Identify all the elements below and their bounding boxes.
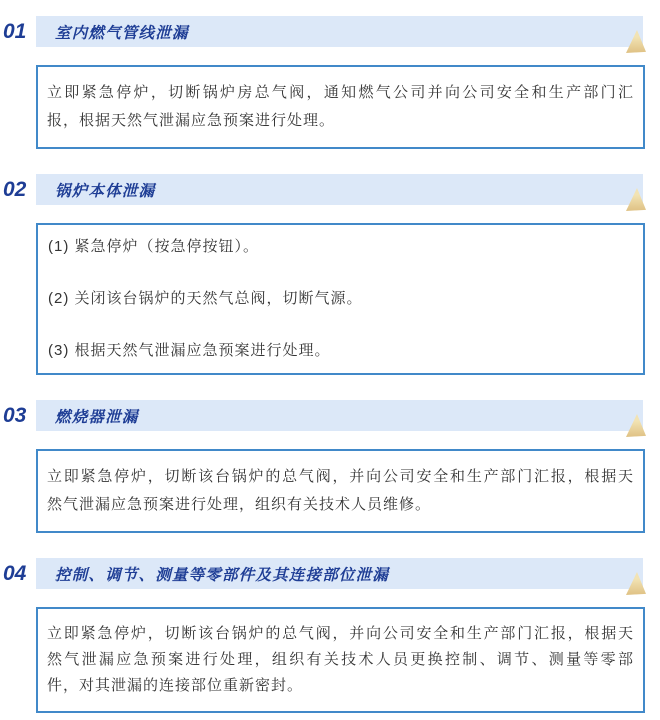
body-text-line: 立即紧急停炉，切断锅炉房总气阀，通知燃气公司并向公司安全和生产部门汇 bbox=[47, 84, 634, 101]
section-number-cell bbox=[0, 21, 36, 43]
section-burner-leak bbox=[0, 400, 660, 533]
section-content-box bbox=[36, 607, 645, 713]
section-title: 室内燃气管线泄漏 bbox=[55, 24, 189, 42]
section-number: 02 bbox=[3, 177, 27, 201]
body-text-line: 然气泄漏应急预案进行处理，组织有关技术人员维修。 bbox=[47, 496, 432, 513]
body-text-line: 件，对其泄漏的连接部位重新密封。 bbox=[47, 677, 304, 694]
body-text-line: 立即紧急停炉，切断该台锅炉的总气阀，并向公司安全和生产部门汇报，根据天 bbox=[47, 625, 634, 642]
numbered-step: (1) 紧急停炉（按急停按钮）。 bbox=[48, 238, 260, 255]
section-number: 01 bbox=[3, 19, 27, 43]
section-number: 03 bbox=[3, 403, 27, 427]
page-fold-corner-icon bbox=[626, 414, 646, 437]
numbered-step: (2) 关闭该台锅炉的天然气总阀，切断气源。 bbox=[48, 290, 363, 307]
section-title-bar bbox=[36, 174, 643, 205]
section-indoor-gas-pipeline-leak bbox=[0, 16, 660, 149]
section-number-cell bbox=[0, 179, 36, 201]
section-title-bar bbox=[36, 400, 643, 431]
section-title: 控制、调节、测量等零部件及其连接部位泄漏 bbox=[55, 566, 390, 584]
section-number: 04 bbox=[3, 561, 27, 585]
section-title-bar bbox=[36, 16, 643, 47]
page-fold-corner-icon bbox=[626, 572, 646, 595]
section-content-box bbox=[36, 223, 645, 375]
section-header bbox=[0, 174, 660, 205]
body-text-line: 报，根据天然气泄漏应急预案进行处理。 bbox=[47, 112, 336, 129]
section-header bbox=[0, 16, 660, 47]
section-header bbox=[0, 400, 660, 431]
section-boiler-body-leak bbox=[0, 174, 660, 375]
section-header bbox=[0, 558, 660, 589]
section-number-cell bbox=[0, 405, 36, 427]
section-title: 锅炉本体泄漏 bbox=[55, 182, 156, 200]
section-number-cell bbox=[0, 563, 36, 585]
section-content-box bbox=[36, 65, 645, 149]
page-fold-corner-icon bbox=[626, 30, 646, 53]
numbered-step: (3) 根据天然气泄漏应急预案进行处理。 bbox=[48, 342, 331, 359]
page-fold-corner-icon bbox=[626, 188, 646, 211]
body-text-line: 然气泄漏应急预案进行处理，组织有关技术人员更换控制、调节、测量等零部 bbox=[47, 651, 634, 668]
section-title-bar bbox=[36, 558, 643, 589]
section-title: 燃烧器泄漏 bbox=[55, 408, 139, 426]
body-text-line: 立即紧急停炉，切断该台锅炉的总气阀，并向公司安全和生产部门汇报，根据天 bbox=[47, 468, 634, 485]
section-content-box bbox=[36, 449, 645, 533]
section-control-parts-leak bbox=[0, 558, 660, 713]
